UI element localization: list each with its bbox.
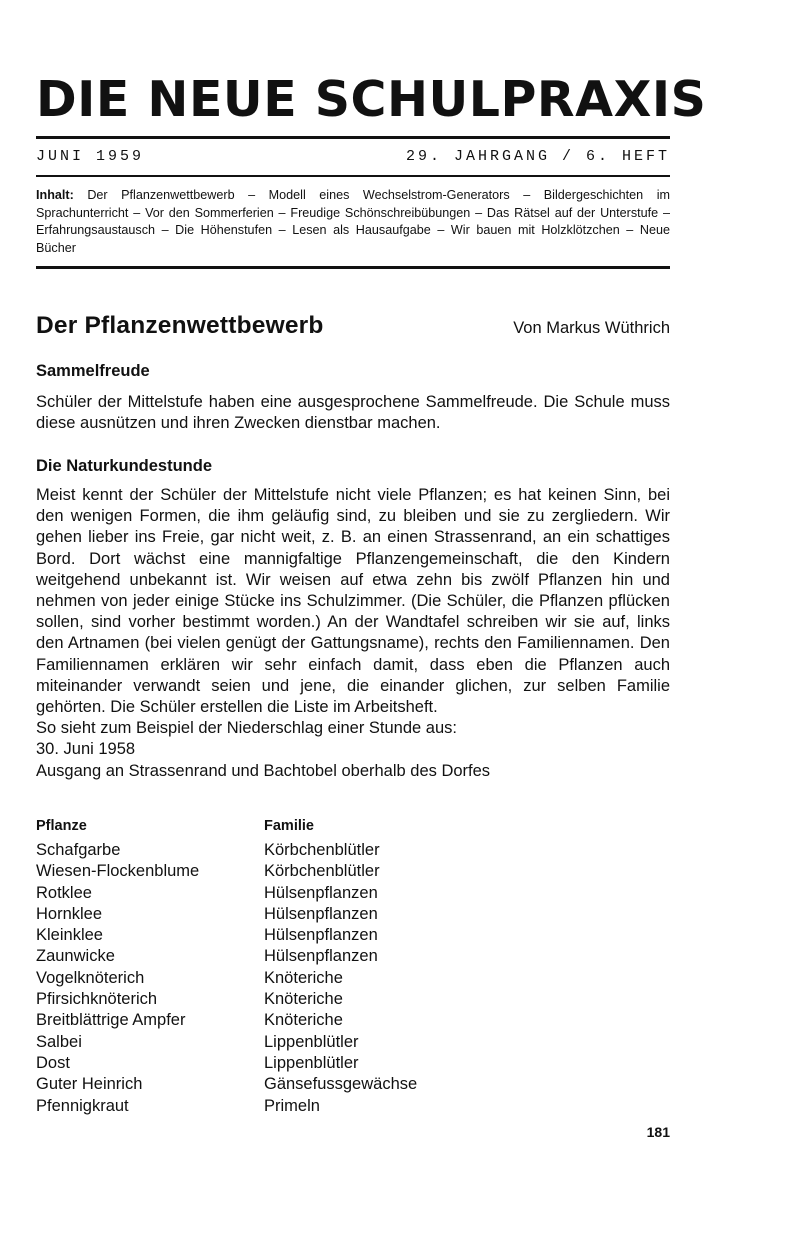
plant-name: Breitblättrige Ampfer [36, 1011, 186, 1030]
header-family: Familie [264, 818, 314, 834]
plant-family: Hülsenpflanzen [264, 947, 378, 966]
plant-name: Pfennigkraut [36, 1096, 129, 1115]
table-row [36, 883, 670, 904]
plant-name: Salbei [36, 1032, 82, 1051]
table-header-row [36, 816, 670, 840]
section-heading-naturkunde: Die Naturkundestunde [36, 457, 213, 475]
contents-rule [36, 266, 670, 269]
table-row [36, 861, 670, 882]
section-lead: So sieht zum Beispiel der Niederschlag einer Stunde aus: [36, 719, 457, 738]
header-plant: Pflanze [36, 818, 87, 834]
plant-table [36, 816, 670, 1117]
section-text-naturkunde: Meist kennt der Schüler der Mittelstufe nicht viele Pflanzen; es hat keinen Sinn, bei den wenigen Formen, die ihm geläufig sind, zu bleiben und sie zu zergliedern. Wir gehen lieber ins Freie, gar nicht weit, z. B. an einen Strassenrand, an ein schattiges Bord. Dort wächst eine mannigfaltige Pflanzengemeinschaft, die den Kindern weitgehend unbekannt ist. Wir weisen auf etwa zehn bis zwölf Pflanzen hin und nehmen von jeder einige Stücke ins Schulzimmer. (Die Schüler, die Pflanzen pflücken sollen, sind vorher bestimmt worden.) An der Wandtafel schreiben wir sie auf, links den Artnamen (bei vielen genügt der Gattungsname), rechts den Familiennamen. Den Familiennamen erklären wir sehr einfach damit, dass eben die Pflanzen auch miteinander verwandt seien und jene, die einander glichen, zur selben Familie gehörten. Die Schüler erstellen die Liste im Arbeitsheft. [36, 486, 670, 717]
table-row [36, 904, 670, 925]
plant-family: Knöteriche [264, 990, 343, 1009]
table-row [36, 968, 670, 989]
plant-name: Schafgarbe [36, 841, 121, 859]
contents-label: Inhalt: [36, 188, 74, 202]
plant-name: Rotklee [36, 883, 92, 902]
section-text-sammelfreude: Schüler der Mittelstufe haben eine ausgesprochene Sammelfreude. Die Schule muss diese ausnützen und ihren Zwecken dienstbar machen. [36, 393, 670, 433]
contents-text: Der Pflanzenwettbewerb – Modell eines Wechselstrom-Generators – Bildergeschichten im Sprachunterricht – Vor den Sommerferien – Freudige Schönschreibübungen – Das Rätsel auf der Unterstufe – Erfahrungsaustausch – Die Höhenstufen – Lesen als Hausaufgabe – Wir bauen mit Holzklötzchen – Neue Bücher [36, 188, 670, 255]
plant-family: Primeln [264, 1096, 320, 1115]
plant-family: Hülsenpflanzen [264, 926, 378, 945]
plant-family: Lippenblütler [264, 1053, 359, 1072]
plant-name: Dost [36, 1053, 70, 1072]
plant-name: Pfirsichknöterich [36, 990, 158, 1009]
masthead-title: DIE NEUE SCHULPRAXIS [36, 71, 707, 128]
masthead-rule [36, 136, 670, 139]
plant-family: Knöteriche [264, 1011, 343, 1030]
plant-name: Vogelknöterich [36, 968, 145, 987]
plant-name: Kleinklee [36, 926, 103, 945]
table-row [36, 1032, 670, 1053]
issue-rule [36, 175, 670, 177]
table-row [36, 989, 670, 1010]
plant-family: Knöteriche [264, 968, 343, 987]
plant-name: Hornklee [36, 904, 103, 923]
plant-family: Lippenblütler [264, 1032, 359, 1051]
table-row [36, 1053, 670, 1074]
plant-family: Hülsenpflanzen [264, 883, 378, 902]
excursion-date: 30. Juni 1958 [36, 740, 136, 759]
table-row [36, 946, 670, 967]
journal-page [36, 0, 707, 1234]
page-number: 181 [646, 1124, 670, 1140]
article-title: Der Pflanzenwettbewerb [36, 312, 324, 339]
plant-family: Gänsefussgewächse [264, 1075, 418, 1094]
issue-date: JUNI 1959 [36, 148, 145, 165]
article-header [36, 312, 670, 340]
table-row [36, 1010, 670, 1031]
table-row [36, 840, 670, 861]
table-row [36, 1074, 670, 1095]
issue-volume: 29. JAHRGANG / 6. HEFT [405, 148, 670, 165]
section-body-naturkunde [36, 485, 670, 782]
plant-name: Wiesen-Flockenblume [36, 862, 200, 881]
plant-name: Zaunwicke [36, 947, 115, 966]
table-row [36, 925, 670, 946]
article-author: Von Markus Wüthrich [513, 319, 670, 337]
plant-name: Guter Heinrich [36, 1075, 143, 1094]
plant-family: Körbchenblütler [264, 862, 380, 881]
plant-family: Hülsenpflanzen [264, 904, 378, 923]
issue-line [36, 148, 670, 165]
table-of-contents [36, 187, 670, 257]
table-row [36, 1096, 670, 1117]
excursion-location: Ausgang an Strassenrand und Bachtobel oberhalb des Dorfes [36, 761, 491, 780]
section-heading-sammelfreude: Sammelfreude [36, 362, 150, 380]
plant-family: Körbchenblütler [264, 841, 380, 859]
